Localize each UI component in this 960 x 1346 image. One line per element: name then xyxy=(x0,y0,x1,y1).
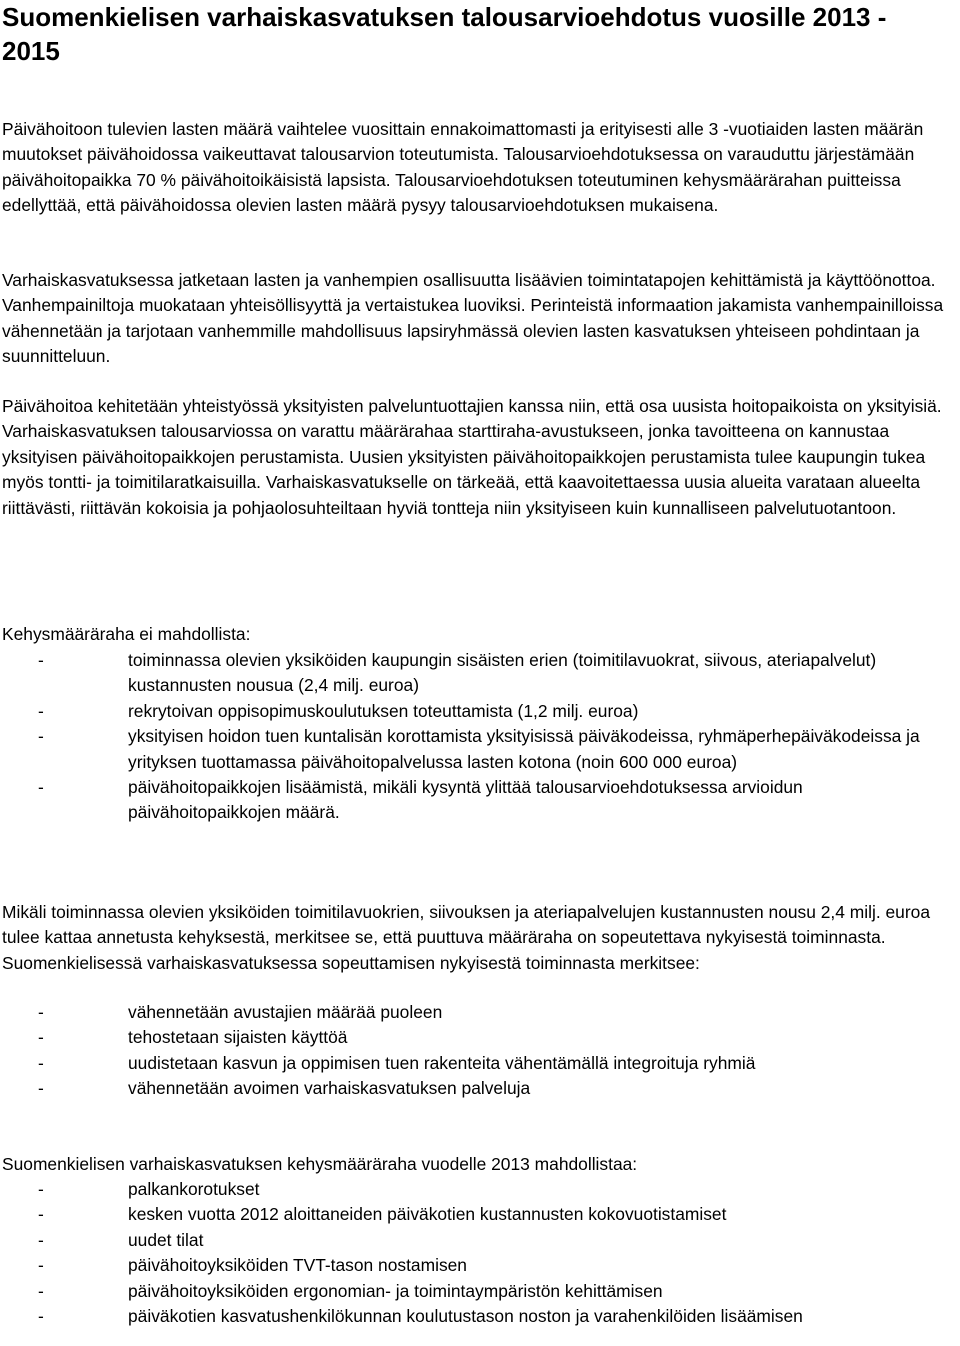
section2-text: Mikäli toiminnassa olevien yksiköiden toimitilavuokrien, siivouksen ja ateriapalvelujen kustannusten nousu 2,4 milj. euroa tulee kattaa annetusta kehyksestä, merkitsee se, että puuttuva määräraha on sopeutettava nykyisestä toiminnasta. Suomenkielisessä varhaiskasvatuksessa sopeuttamisen nykyisestä toiminnasta merkitsee: xyxy=(2,902,930,973)
document-title: Suomenkielisen varhaiskasvatuksen talousarvioehdotus vuosille 2013 - 2015 xyxy=(2,2,887,66)
list-item: - vähennetään avustajien määrää puoleen xyxy=(2,1000,958,1025)
dash-marker: - xyxy=(38,1027,44,1048)
section3-list xyxy=(2,1177,958,1329)
list-item: - päiväkotien kasvatushenkilökunnan koulutustason noston ja varahenkilöiden lisäämisen xyxy=(2,1304,958,1329)
dash-marker: - xyxy=(38,1280,44,1301)
section1-heading: Kehysmääräraha ei mahdollista: xyxy=(2,624,251,644)
dash-marker: - xyxy=(38,1052,44,1073)
paragraph-intro: Päivähoitoon tulevien lasten määrä vaihtelee vuosittain ennakoimattomasti ja erityisesti alle 3 -vuotiaiden lasten määrän muutokset päivähoidossa vaikeuttavat talousarvion toteutumista. Talousarvioehdotuksessa on varauduttu järjestämään päivähoitopaikka 70 % päivähoitoikäisistä lapsista. Talousarvioehdotuksen toteutuminen kehysmäärärahan puitteissa edellyttää, että päivähoidossa olevien lasten määrä pysyy talousarvioehdotuksen mukaisena. xyxy=(2,119,924,216)
dash-marker: - xyxy=(38,1002,44,1022)
dash-marker: - xyxy=(38,1306,44,1327)
list-item: - tehostetaan sijaisten käyttöä xyxy=(2,1025,958,1050)
list-item: - uudistetaan kasvun ja oppimisen tuen rakenteita vähentämällä integroituja ryhmiä xyxy=(2,1051,958,1076)
list-item: - toiminnassa olevien yksiköiden kaupungin sisäisten erien (toimitilavuokrat, siivous, ateriapalvelut) kustannusten nousua (2,4 milj. euroa) xyxy=(38,650,877,696)
list-item: - uudet tilat xyxy=(2,1228,958,1253)
section3-heading: Suomenkielisen varhaiskasvatuksen kehysmääräraha vuodelle 2013 mahdollistaa: xyxy=(2,1154,638,1174)
section2-list xyxy=(2,1000,958,1102)
list-item: - kesken vuotta 2012 aloittaneiden päiväkotien kustannusten kokovuotistamiset xyxy=(2,1202,958,1227)
list-item: - palkankorotukset xyxy=(2,1177,958,1202)
dash-marker: - xyxy=(38,650,44,670)
list-item: - päivähoitopaikkojen lisäämistä, mikäli kysyntä ylittää talousarvioehdotuksessa arvioidun päivähoitopaikkojen määrä. xyxy=(38,777,803,823)
dash-marker: - xyxy=(38,726,44,747)
list-item: - yksityisen hoidon tuen kuntalisän korottamista yksityisissä päiväkodeissa, ryhmäperhepäiväkodeissa ja yrityksen tuottamassa päivähoitopalvelussa lasten kotona (noin 600 000 euroa) xyxy=(38,726,920,772)
list-item: - rekrytoivan oppisopimuskoulutuksen toteuttamista (1,2 milj. euroa) xyxy=(2,699,958,724)
list-item: - päivähoitoyksiköiden ergonomian- ja toimintaympäristön kehittämisen xyxy=(2,1279,958,1304)
list-item: - päivähoitoyksiköiden TVT-tason nostamisen xyxy=(2,1253,958,1278)
list-item: - vähennetään avoimen varhaiskasvatuksen palveluja xyxy=(2,1076,958,1101)
paragraph-private-care: Päivähoitoa kehitetään yhteistyössä yksityisten palveluntuottajien kanssa niin, että osa uusista hoitopaikoista on yksityisiä. Varhaiskasvatuksen talousarviossa on varattu määrärahaa starttiraha-avustukseen, jonka tavoitteena on kannustaa yksityisen päivähoitopaikkojen perustamista. Uusien yksityisten päivähoitopaikkojen perustamista tulee kaupungin tukea myös tontti- ja toimitilaratkaisuilla. Varhaiskasvatukselle on tärkeää, että kaavoitettaessa uusia alueita varataan alueelta riittävästi, riittävän kokoisia ja pohjaolosuhteiltaan hyviä tontteja niin yksityiseen kuin kunnalliseen palvelutuotantoon. xyxy=(2,396,942,518)
dash-marker: - xyxy=(38,1179,44,1199)
dash-marker: - xyxy=(38,700,44,721)
section1-list xyxy=(2,648,958,826)
dash-marker: - xyxy=(38,1255,44,1276)
dash-marker: - xyxy=(38,1078,44,1099)
dash-marker: - xyxy=(38,777,44,798)
dash-marker: - xyxy=(38,1229,44,1250)
paragraph-participation: Varhaiskasvatuksessa jatketaan lasten ja vanhempien osallisuutta lisäävien toimintatapojen kehittämistä ja käyttöönottoa. Vanhempainiltoja muokataan yhteisöllisyyttä ja vertaistukea luoviksi. Perinteistä informaation jakamista vanhempainilloissa vähennetään ja tarjotaan vanhemmille mahdollisuus lapsiryhmässä olevien lasten kasvatuksen yhteiseen pohdintaan ja suunnitteluun. xyxy=(2,270,944,367)
dash-marker: - xyxy=(38,1204,44,1225)
